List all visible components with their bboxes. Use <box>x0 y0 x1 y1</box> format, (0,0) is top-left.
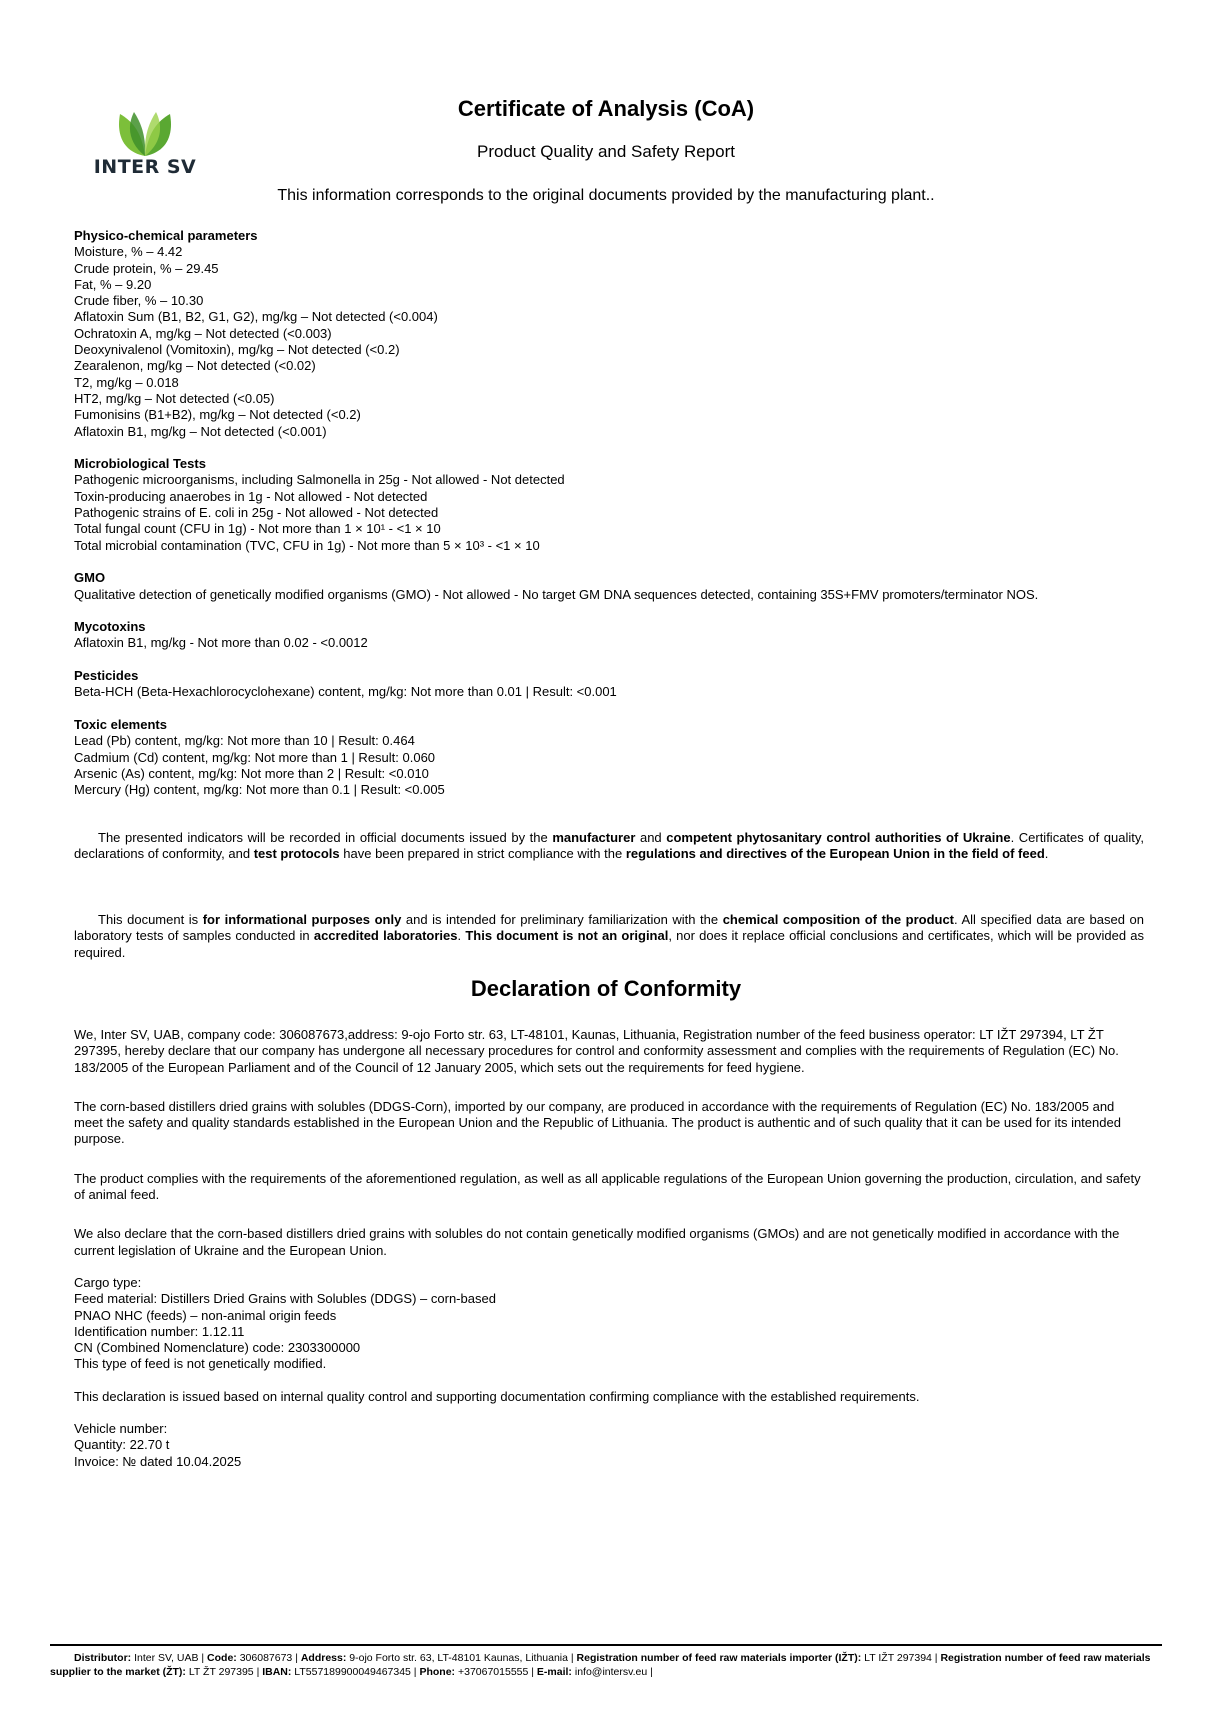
declaration-paragraph: We, Inter SV, UAB, company code: 306087673,address: 9-ojo Forto str. 63, LT-48101, Kaunas, Lithuania, Registration number of the feed business operator: LT IŽT 297394, LT ŽT 297395, hereby declare that our company has undergone all necessary procedures for control and conformity assessment and complies with the requirements of Regulation (EC) No. 183/2005 of the European Parliament and of the Council of 12 January 2005, which sets out the requirements for feed hygiene. <box>74 1027 1119 1075</box>
text-run: . <box>457 928 466 944</box>
result-line: Deoxynivalenol (Vomitoxin), mg/kg – Not detected (<0.2) <box>74 342 400 358</box>
text-run: Inter SV, UAB | <box>131 1652 208 1664</box>
declaration-body <box>74 1027 1144 1486</box>
text-run: 306087673 | <box>236 1652 301 1664</box>
result-line: Arsenic (As) content, mg/kg: Not more than 2 | Result: <0.010 <box>74 765 429 781</box>
section-pesticides <box>74 668 1144 701</box>
result-line: Zearalenon, mg/kg – Not detected (<0.02) <box>74 358 316 374</box>
notice-paragraph-1 <box>74 830 1144 863</box>
analysis-sections <box>74 228 1144 815</box>
footer-distributor-info <box>50 1651 1162 1679</box>
document-intro: This information corresponds to the original documents provided by the manufacturing plant.. <box>277 187 935 204</box>
cargo-line: Cargo type: <box>74 1274 142 1290</box>
result-line: Beta-HCH (Beta-Hexachlorocyclohexane) content, mg/kg: Not more than 0.01 | Result: <0.001 <box>74 684 617 700</box>
emphasis-text: Address: <box>300 1652 347 1664</box>
result-line: Aflatoxin Sum (B1, B2, G1, G2), mg/kg – Not detected (<0.004) <box>74 309 438 325</box>
document-subtitle: Product Quality and Safety Report <box>477 142 735 161</box>
section-heading: Toxic elements <box>74 716 167 732</box>
cargo-details <box>74 1275 1144 1373</box>
declaration-statement: This declaration is issued based on internal quality control and supporting documentation confirming compliance with the established requirements. <box>74 1388 920 1404</box>
result-line: Pathogenic microorganisms, including Salmonella in 25g - Not allowed - Not detected <box>74 472 565 488</box>
shipment-line: Vehicle number: <box>74 1421 168 1437</box>
result-line: Pathogenic strains of E. coli in 25g - Not allowed - Not detected <box>74 505 439 521</box>
result-line: Qualitative detection of genetically modified organisms (GMO) - Not allowed - No target GM DNA sequences detected, containing 35S+FMV promoters/terminator NOS. <box>74 586 1039 602</box>
section-heading: GMO <box>74 570 106 586</box>
declaration-paragraph: We also declare that the corn-based distillers dried grains with solubles do not contain genetically modified organisms (GMOs) and are not genetically modified in accordance with the current legislation of Ukraine and the European Union. <box>74 1226 1120 1258</box>
section-heading: Microbiological Tests <box>74 456 206 472</box>
result-line: Lead (Pb) content, mg/kg: Not more than 10 | Result: 0.464 <box>74 733 415 749</box>
emphasis-text: accredited laboratories <box>313 928 458 944</box>
shipment-line: Quantity: 22.70 t <box>74 1437 170 1453</box>
text-run: and is intended for preliminary familiarization with the <box>401 912 723 927</box>
section-heading: Mycotoxins <box>74 619 146 635</box>
section-gmo <box>74 570 1144 603</box>
document-title: Certificate of Analysis (CoA) <box>457 96 755 121</box>
emphasis-text: test protocols <box>253 846 340 862</box>
cargo-line: This type of feed is not genetically modified. <box>74 1356 327 1372</box>
result-line: T2, mg/kg – 0.018 <box>74 374 179 390</box>
text-run: This document is <box>98 912 203 927</box>
text-run: LT557189900049467345 | <box>291 1666 420 1678</box>
text-run: +37067015555 | <box>455 1666 537 1678</box>
text-run: . Certificates of quality, declarations of conformity, and <box>74 830 1144 862</box>
cargo-line: Feed material: Distillers Dried Grains with Solubles (DDGS) – corn-based <box>74 1291 496 1307</box>
cargo-line: PNAO NHC (feeds) – non-animal origin feeds <box>74 1307 337 1323</box>
emphasis-text: for informational purposes only <box>202 912 402 927</box>
text-run: LT ŽT 297395 | <box>185 1666 263 1678</box>
result-line: Aflatoxin B1, mg/kg – Not detected (<0.001) <box>74 423 327 439</box>
text-run: and <box>635 830 667 845</box>
shipment-line: Invoice: № dated 10.04.2025 <box>74 1453 242 1469</box>
emphasis-text: manufacturer <box>552 830 636 845</box>
declaration-paragraph: The product complies with the requirements of the aforementioned regulation, as well as all applicable regulations of the European Union governing the production, circulation, and safety of animal feed. <box>74 1170 1141 1203</box>
text-run: . <box>1044 846 1049 862</box>
result-line: Cadmium (Cd) content, mg/kg: Not more than 1 | Result: 0.060 <box>74 749 436 765</box>
text-run: . All specified data are based on laboratory tests of samples conducted in <box>74 912 1144 944</box>
emphasis-text: Phone: <box>419 1666 456 1678</box>
result-line: HT2, mg/kg – Not detected (<0.05) <box>74 390 275 406</box>
notice-paragraph-2 <box>74 912 1144 961</box>
result-line: Ochratoxin A, mg/kg – Not detected (<0.003) <box>74 325 332 341</box>
emphasis-text: This document is not an original <box>465 928 669 944</box>
result-line: Moisture, % – 4.42 <box>74 244 183 260</box>
declaration-title: Declaration of Conformity <box>470 976 742 1001</box>
result-line: Total microbial contamination (TVC, CFU in 1g) - Not more than 5 × 10³ - <1 × 10 <box>74 537 540 553</box>
text-run: 9-ojo Forto str. 63, LT-48101 Kaunas, Lithuania | <box>346 1652 577 1664</box>
company-logo-text: INTER SV <box>93 156 197 178</box>
cargo-line: Identification number: 1.12.11 <box>74 1323 245 1339</box>
declaration-paragraph: The corn-based distillers dried grains with solubles (DDGS-Corn), imported by our company, are produced in accordance with the requirements of Regulation (EC) No. 183/2005 and meet the safety and quality standards established in the European Union and the Republic of Lithuania. The product is authentic and of such quality that it can be used for its intended purpose. <box>74 1098 1121 1147</box>
result-line: Toxin-producing anaerobes in 1g - Not allowed - Not detected <box>74 488 428 504</box>
emphasis-text: Registration number of feed raw materials supplier to the market (ŽT): <box>50 1652 1151 1678</box>
shipment-details <box>74 1421 1144 1470</box>
section-toxic-elements <box>74 717 1144 798</box>
emphasis-text: regulations and directives of the European Union in the field of feed <box>625 846 1045 862</box>
text-run: The presented indicators will be recorded in official documents issued by the <box>98 830 553 845</box>
text-run: LT IŽT 297394 | <box>861 1652 941 1664</box>
text-run: have been prepared in strict compliance with the <box>339 846 626 862</box>
footer-divider <box>50 1644 1162 1646</box>
result-line: Aflatoxin B1, mg/kg - Not more than 0.02 - <0.0012 <box>74 635 368 651</box>
emphasis-text: chemical composition of the product <box>722 912 955 927</box>
section-physico-chemical-parameters <box>74 228 1144 440</box>
result-line: Fat, % – 9.20 <box>74 276 152 292</box>
emphasis-text: Registration number of feed raw materials importer (IŽT): <box>576 1652 862 1664</box>
result-line: Crude protein, % – 29.45 <box>74 260 219 276</box>
result-line: Crude fiber, % – 10.30 <box>74 293 204 309</box>
section-heading: Physico-chemical parameters <box>74 228 258 243</box>
result-line: Total fungal count (CFU in 1g) - Not more than 1 × 10¹ - <1 × 10 <box>74 521 441 537</box>
text-run: , nor does it replace official conclusions and certificates, which will be provided as required. <box>74 928 1145 960</box>
emphasis-text: Code: <box>207 1652 237 1664</box>
emphasis-text: competent phytosanitary control authorities of Ukraine <box>666 830 1011 845</box>
emphasis-text: IBAN: <box>262 1666 292 1678</box>
cargo-line: CN (Combined Nomenclature) code: 2303300000 <box>74 1340 361 1356</box>
text-run: info@intersv.eu | <box>571 1666 653 1678</box>
section-heading: Pesticides <box>74 668 139 684</box>
result-line: Fumonisins (B1+B2), mg/kg – Not detected (<0.2) <box>74 407 361 423</box>
emphasis-text: E-mail: <box>536 1666 572 1678</box>
section-microbiological-tests <box>74 456 1144 554</box>
emphasis-text: Distributor: <box>74 1652 132 1664</box>
section-mycotoxins <box>74 619 1144 652</box>
result-line: Mercury (Hg) content, mg/kg: Not more than 0.1 | Result: <0.005 <box>74 782 445 798</box>
